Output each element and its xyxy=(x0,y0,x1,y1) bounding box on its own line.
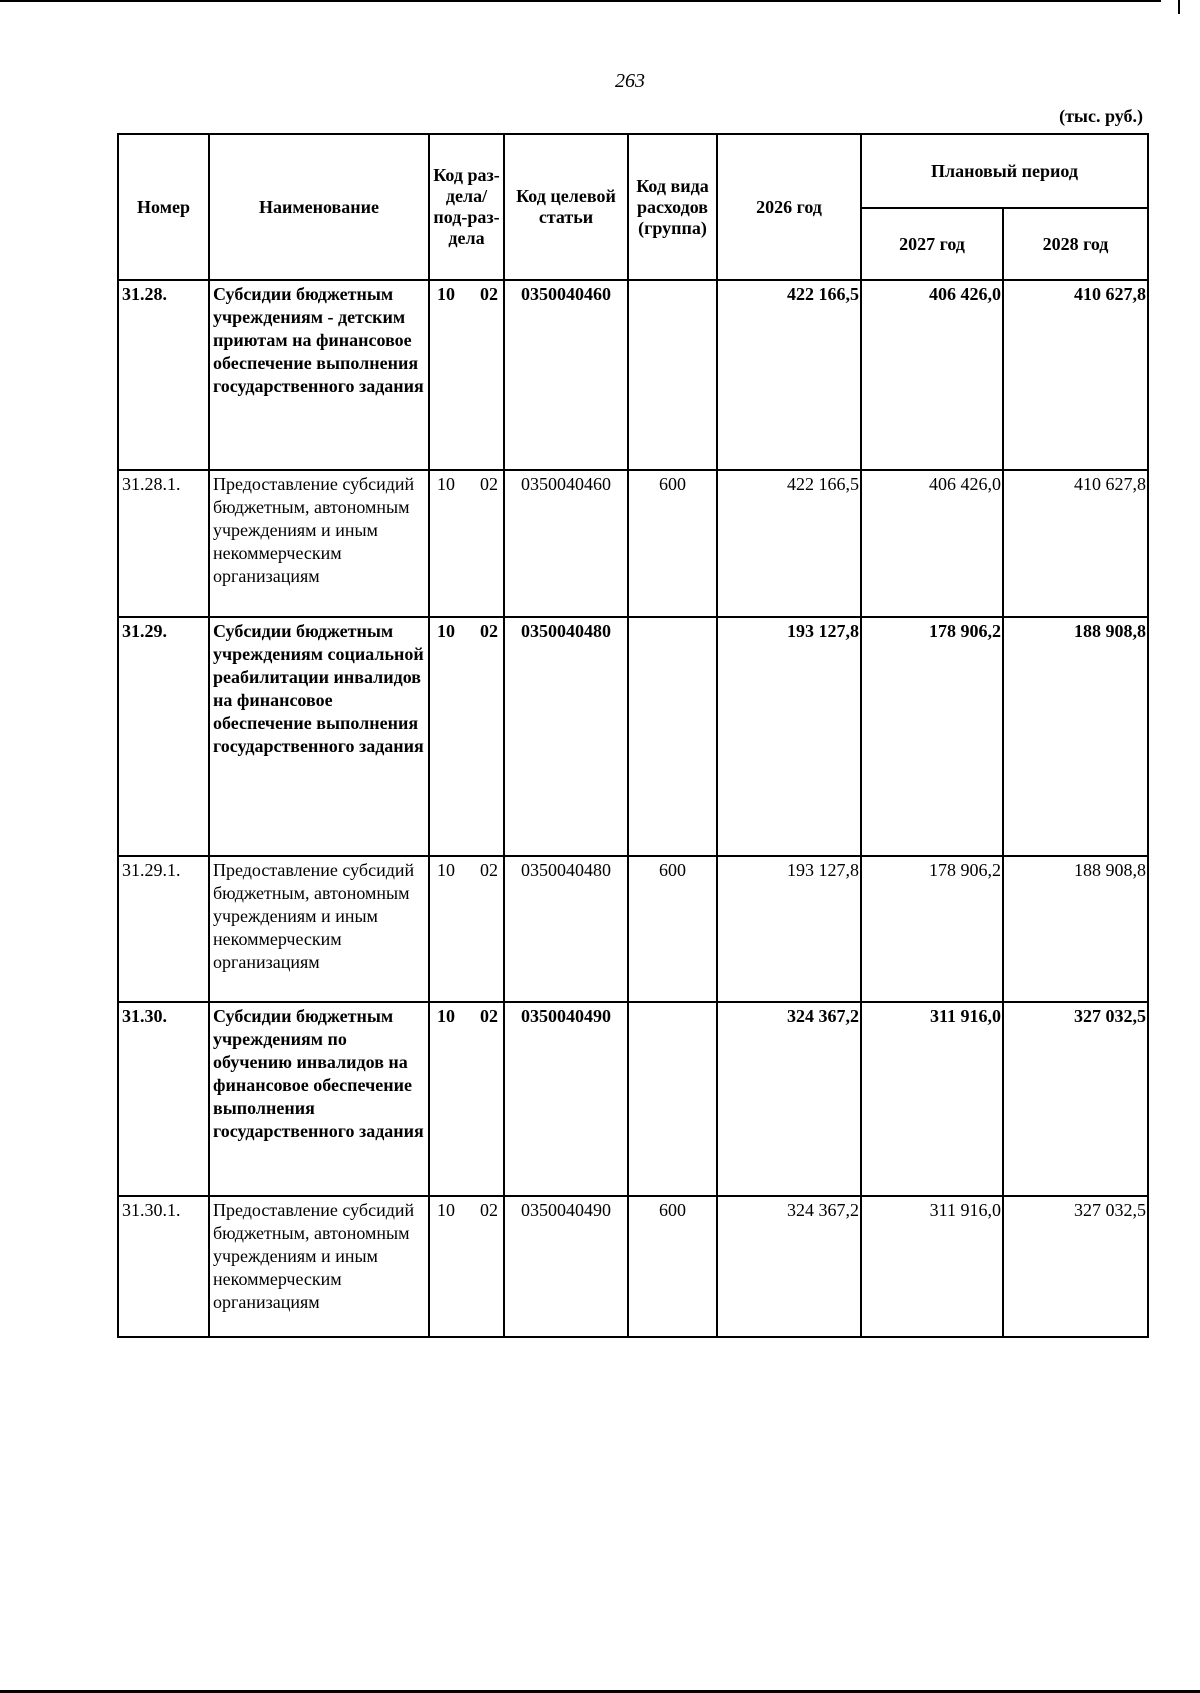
row-amount-2028: 188 908,8 xyxy=(1003,856,1148,1002)
header-number: Номер xyxy=(118,134,209,280)
row-amount-2028: 327 032,5 xyxy=(1003,1002,1148,1196)
row-number: 31.29. xyxy=(118,617,209,856)
header-expense-type: Код вида расходов (группа) xyxy=(628,134,717,280)
row-amount-2026: 422 166,5 xyxy=(717,470,861,617)
section-codes xyxy=(433,859,500,882)
row-amount-2027: 406 426,0 xyxy=(861,280,1003,470)
row-amount-2027: 178 906,2 xyxy=(861,856,1003,1002)
row-expense-type: 600 xyxy=(628,470,717,617)
section-code: 10 xyxy=(437,284,455,304)
page-number: 263 xyxy=(615,70,645,92)
table-row xyxy=(118,280,1148,470)
table-header xyxy=(118,134,1148,280)
section-codes xyxy=(433,283,500,306)
row-target-code: 0350040480 xyxy=(504,617,628,856)
row-name: Предоставление субсидий бюджетным, автономным учреждениям и иным некоммерческим организациям xyxy=(209,1196,429,1337)
section-code: 10 xyxy=(437,860,455,880)
row-amount-2026: 422 166,5 xyxy=(717,280,861,470)
subsection-code: 02 xyxy=(480,621,498,641)
row-amount-2026: 324 367,2 xyxy=(717,1196,861,1337)
header-year-2027: 2027 год xyxy=(861,208,1003,280)
header-planning-period: Плановый период xyxy=(861,134,1148,208)
row-section-code xyxy=(429,280,504,470)
section-codes xyxy=(433,620,500,643)
subsection-code: 02 xyxy=(480,474,498,494)
row-amount-2028: 327 032,5 xyxy=(1003,1196,1148,1337)
subsection-code: 02 xyxy=(480,284,498,304)
row-name: Субсидии бюджетным учреждениям - детским приютам на финансовое обеспечение выполнения государственного задания xyxy=(209,280,429,470)
row-amount-2028: 410 627,8 xyxy=(1003,470,1148,617)
row-amount-2027: 406 426,0 xyxy=(861,470,1003,617)
row-section-code xyxy=(429,1196,504,1337)
row-name: Субсидии бюджетным учреждениям социальной реабилитации инвалидов на финансовое обеспечение выполнения государственного задания xyxy=(209,617,429,856)
table-row xyxy=(118,617,1148,856)
row-expense-type xyxy=(628,280,717,470)
row-name: Предоставление субсидий бюджетным, автономным учреждениям и иным некоммерческим организациям xyxy=(209,856,429,1002)
row-number: 31.28. xyxy=(118,280,209,470)
row-section-code xyxy=(429,1002,504,1196)
table-row xyxy=(118,1002,1148,1196)
header-year-2026: 2026 год xyxy=(717,134,861,280)
row-name: Предоставление субсидий бюджетным, автономным учреждениям и иным некоммерческим организациям xyxy=(209,470,429,617)
section-code: 10 xyxy=(437,1200,455,1220)
row-name: Субсидии бюджетным учреждениям по обучению инвалидов на финансовое обеспечение выполнения государственного задания xyxy=(209,1002,429,1196)
row-amount-2028: 188 908,8 xyxy=(1003,617,1148,856)
row-number: 31.30. xyxy=(118,1002,209,1196)
table-row xyxy=(118,1196,1148,1337)
row-target-code: 0350040490 xyxy=(504,1002,628,1196)
section-codes xyxy=(433,1005,500,1028)
row-target-code: 0350040460 xyxy=(504,470,628,617)
row-expense-type xyxy=(628,1002,717,1196)
section-codes xyxy=(433,473,500,496)
row-amount-2026: 193 127,8 xyxy=(717,856,861,1002)
row-amount-2027: 311 916,0 xyxy=(861,1196,1003,1337)
subsection-code: 02 xyxy=(480,1006,498,1026)
row-number: 31.28.1. xyxy=(118,470,209,617)
header-target-code: Код целевой статьи xyxy=(504,134,628,280)
scan-edge-mark xyxy=(1178,0,1180,14)
row-number: 31.30.1. xyxy=(118,1196,209,1337)
header-year-2028: 2028 год xyxy=(1003,208,1148,280)
subsection-code: 02 xyxy=(480,1200,498,1220)
row-amount-2027: 311 916,0 xyxy=(861,1002,1003,1196)
table-row xyxy=(118,470,1148,617)
section-code: 10 xyxy=(437,621,455,641)
row-section-code xyxy=(429,470,504,617)
section-code: 10 xyxy=(437,1006,455,1026)
section-code: 10 xyxy=(437,474,455,494)
row-amount-2026: 324 367,2 xyxy=(717,1002,861,1196)
top-border-rule xyxy=(0,0,1161,2)
row-expense-type xyxy=(628,617,717,856)
subsection-code: 02 xyxy=(480,860,498,880)
table-body xyxy=(118,280,1148,1337)
row-number: 31.29.1. xyxy=(118,856,209,1002)
table-row xyxy=(118,856,1148,1002)
budget-table xyxy=(117,133,1149,1338)
header-name: Наименование xyxy=(209,134,429,280)
row-section-code xyxy=(429,617,504,856)
row-amount-2027: 178 906,2 xyxy=(861,617,1003,856)
row-target-code: 0350040490 xyxy=(504,1196,628,1337)
row-target-code: 0350040480 xyxy=(504,856,628,1002)
header-section-code: Код раз-дела/ под-раз-дела xyxy=(429,134,504,280)
row-expense-type: 600 xyxy=(628,1196,717,1337)
row-target-code: 0350040460 xyxy=(504,280,628,470)
row-amount-2028: 410 627,8 xyxy=(1003,280,1148,470)
row-expense-type: 600 xyxy=(628,856,717,1002)
row-section-code xyxy=(429,856,504,1002)
section-codes xyxy=(433,1199,500,1222)
row-amount-2026: 193 127,8 xyxy=(717,617,861,856)
units-label: (тыс. руб.) xyxy=(1059,106,1143,126)
